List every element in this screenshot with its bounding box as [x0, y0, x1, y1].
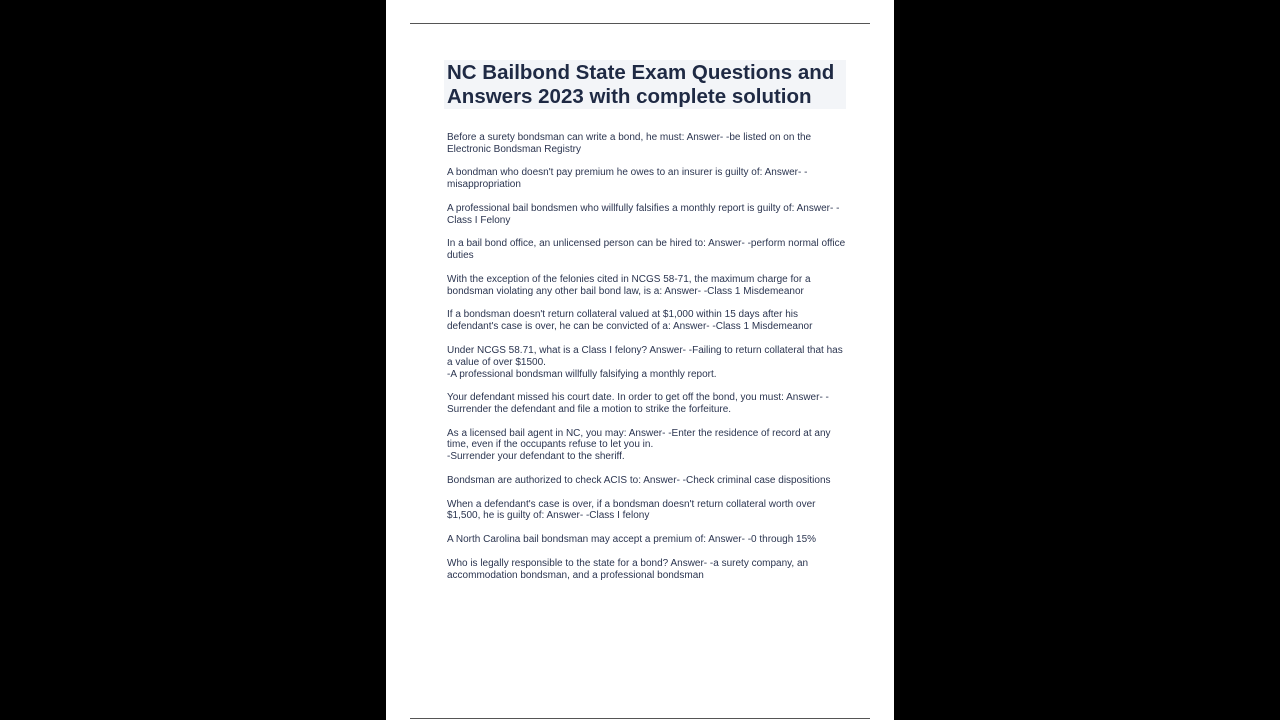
qa-item: Who is legally responsible to the state for a bond? Answer- -a surety company, an accommodation bondsman, and a professional bondsman [447, 557, 809, 581]
qa-item: In a bail bond office, an unlicensed person can be hired to: Answer- -perform normal office duties [447, 238, 846, 262]
qa-item: A North Carolina bail bondsman may accept a premium of: Answer- -0 through 15% [447, 534, 817, 546]
qa-list [447, 132, 849, 593]
qa-item: With the exception of the felonies cited in NCGS 58-71, the maximum charge for a bondsman violating any other bail bond law, is a: Answer- -Class 1 Misdemeanor [447, 273, 811, 297]
qa-item: Bondsman are authorized to check ACIS to: Answer- -Check criminal case dispositions [447, 474, 831, 486]
qa-item: A professional bail bondsmen who willfully falsifies a monthly report is guilty of: Answer- -Class I Felony [447, 202, 840, 226]
qa-item: If a bondsman doesn't return collateral valued at $1,000 within 15 days after his defendant's case is over, he can be convicted of a: Answer- -Class 1 Misdemeanor [447, 309, 813, 333]
document-title: NC Bailbond State Exam Questions and Answers 2023 with complete solution [447, 61, 835, 108]
qa-item: Before a surety bondsman can write a bond, he must: Answer- -be listed on on the Electronic Bondsman Registry [447, 132, 812, 155]
document-page [386, 0, 894, 720]
qa-item: Under NCGS 58.71, what is a Class I felony? Answer- -Failing to return collateral that has a value of over $1500. -A professional bondsman willfully falsifying a monthly report. [447, 344, 843, 380]
page-top-rule [410, 23, 870, 24]
qa-item: Your defendant missed his court date. In order to get off the bond, you must: Answer- -Surrender the defendant and file a motion to strike the forfeiture. [447, 392, 829, 415]
qa-item: A bondman who doesn't pay premium he owes to an insurer is guilty of: Answer- -misappropriation [447, 167, 808, 191]
qa-item: When a defendant's case is over, if a bondsman doesn't return collateral worth over $1,500, he is guilty of: Answer- -Class I felony [447, 498, 816, 522]
page-bottom-rule [410, 718, 870, 719]
qa-item: As a licensed bail agent in NC, you may: Answer- -Enter the residence of record at any time, even if the occupants refuse to let you in. -Surrender your defendant to the sheriff. [447, 427, 831, 463]
